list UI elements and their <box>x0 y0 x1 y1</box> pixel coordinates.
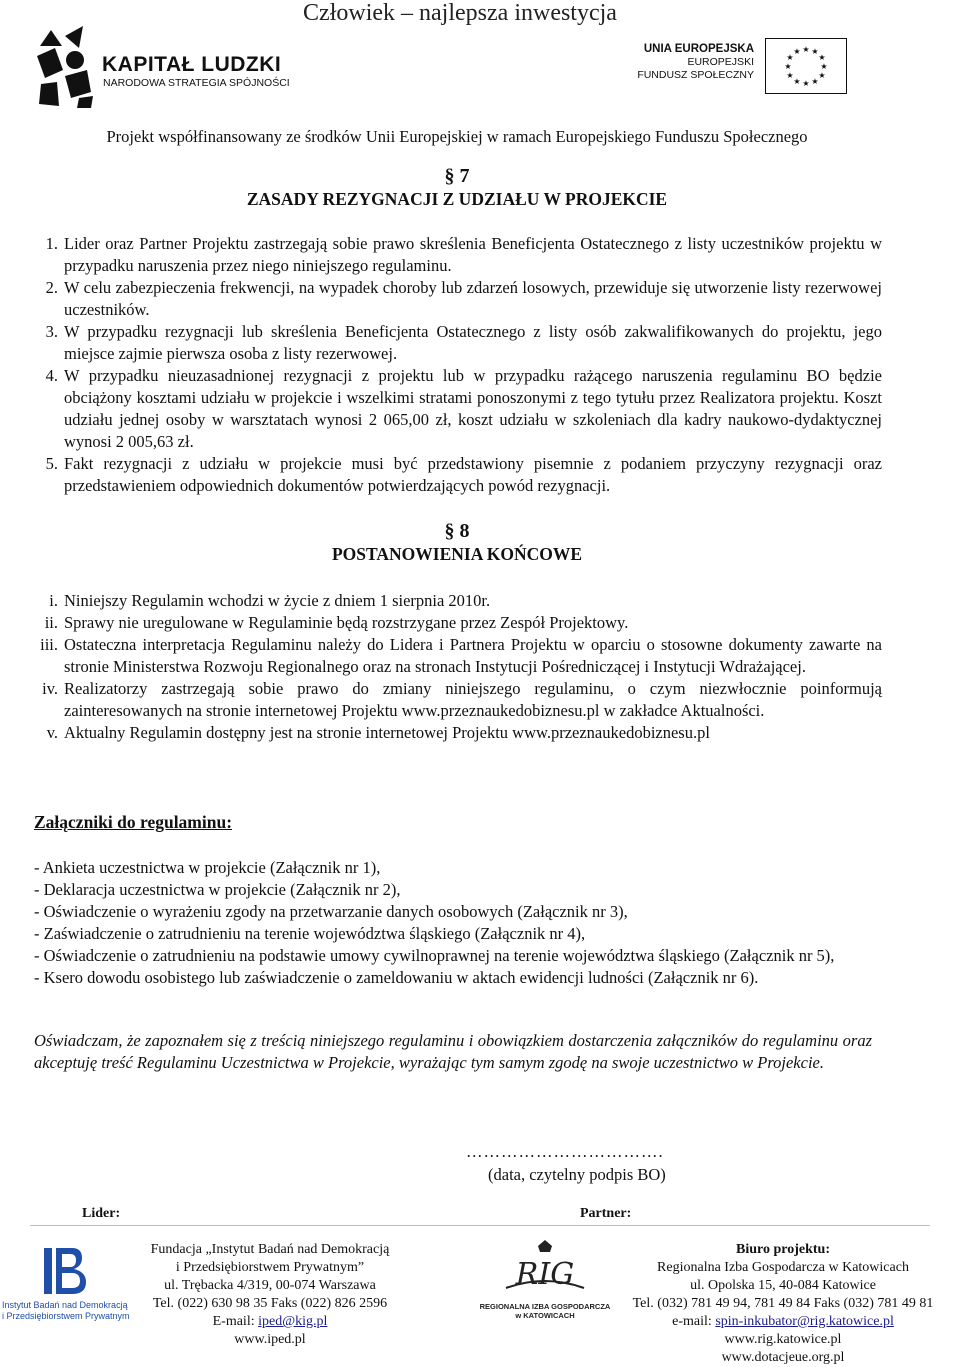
eu-flag-icon <box>765 38 847 94</box>
list-item: 2. W celu zabezpieczenia frekwencji, na wypadek choroby lub zdarzeń losowych, przewiduje się utworzenie listy rezerwowej uczestników. <box>45 278 882 319</box>
footer-divider <box>30 1225 930 1226</box>
list-item: 4. W przypadku nieuzasadnionej rezygnacji z projektu lub w przypadku rażącego naruszenia regulaminu BO będzie obciążony kosztami udziału w projekcie i wszelkimi stratami ponoszonymi z tego tytułu przez Realizatora projektu. Koszt udziału jednej osoby w warsztatach wynosi 2 065,00 zł, koszt udziału w szkoleniach dla kadry naukowo-dydaktycznej wynosi 2 005,63 zł. <box>45 366 882 451</box>
tagline: Człowiek – najlepsza inwestycja <box>303 0 617 26</box>
list-item: v. Aktualny Regulamin dostępny jest na stronie internetowej Projektu www.przeznaukedobiznesu.pl <box>46 723 710 742</box>
list-item: - Zaświadczenie o zatrudnieniu na terenie województwa śląskiego (Załącznik nr 4), <box>34 924 586 943</box>
attachments-list <box>34 857 884 989</box>
eu-label-line3: FUNDUSZ SPOŁECZNY <box>637 69 754 81</box>
office-www-2: www.dotacjeue.org.pl <box>721 1350 845 1365</box>
svg-text:★: ★ <box>818 53 826 62</box>
lider-email-link[interactable]: iped@kig.pl <box>258 1314 328 1329</box>
attachments-heading: Załączniki do regulaminu: <box>34 812 233 832</box>
signature-caption: (data, czytelny podpis BO) <box>488 1165 666 1184</box>
list-item: 1. Lider oraz Partner Projektu zastrzegają sobie prawo skreślenia Beneficjenta Ostatecznego z listy uczestników projektu w przypadku naruszenia przez niego niniejszego regulaminu. <box>45 234 882 275</box>
list-item: - Deklaracja uczestnictwa w projekcie (Załącznik nr 2), <box>34 880 401 899</box>
svg-text:★: ★ <box>786 71 794 80</box>
eu-label-line2: EUROPEJSKI <box>687 56 754 68</box>
list-item: - Oświadczenie o wyrażeniu zgody na przetwarzanie danych osobowych (Załącznik nr 3), <box>34 902 628 921</box>
office-email-link[interactable]: spin-inkubator@rig.katowice.pl <box>715 1314 894 1329</box>
partner-label: Partner: <box>580 1206 632 1221</box>
ib-logo-icon <box>42 1246 88 1296</box>
lider-label: Lider: <box>82 1206 121 1221</box>
svg-text:★: ★ <box>793 77 801 86</box>
signature-line: ……………………………. <box>466 1142 664 1161</box>
svg-text:★: ★ <box>793 47 801 56</box>
rig-logo-text: REGIONALNA IZBA GOSPODARCZA w KATOWICACH <box>479 1302 611 1320</box>
svg-text:★: ★ <box>818 71 826 80</box>
cofinancing-note: Projekt współfinansowany ze środków Unii Europejskiej w ramach Europejskiego Funduszu Społecznego <box>106 127 808 146</box>
lider-contact: Fundacja „Instytut Badań nad Demokracją i Przedsiębiorstwem Prywatnym” ul. Trębacka 4/319, 00-074 Warszawa Tel. (022) 630 98 35 Faks (022) 826 2596 E-mail: iped@kig.pl www.iped.pl <box>120 1241 420 1349</box>
list-item: 3. W przypadku rezygnacji lub skreślenia Beneficjenta Ostatecznego z listy osób zakwalifikowanych do projektu, jego miejsce zajmie pierwsza osoba z listy rezerwowej. <box>45 322 882 363</box>
list-item: i. Niniejszy Regulamin wchodzi w życie z dniem 1 sierpnia 2010r. <box>49 591 491 610</box>
list-item: - Ankieta uczestnictwa w projekcie (Załącznik nr 1), <box>34 858 381 877</box>
office-label: Biuro projektu: <box>736 1242 830 1257</box>
section-7-title: ZASADY REZYGNACJI Z UDZIAŁU W PROJEKCIE <box>246 189 668 209</box>
svg-text:★: ★ <box>820 62 828 71</box>
list-item: 5. Fakt rezygnacji z udziału w projekcie musi być przedstawiony pisemnie z podaniem przyczyny rezygnacji oraz przedstawieniem odpowiednich dokumentów potwierdzających powód rezygnacji. <box>45 454 882 495</box>
svg-text:★: ★ <box>811 77 819 86</box>
kapital-ludzki-subtitle: NARODOWA STRATEGIA SPÓJNOŚCI <box>103 77 290 89</box>
section-8-title: POSTANOWIENIA KOŃCOWE <box>331 544 583 564</box>
list-item: iv. Realizatorzy zastrzegają sobie prawo do zmiany niniejszego regulaminu, o czym niezwłocznie poinformują zainteresowanych na stronie internetowej Projektu www.przeznaukedobiznesu.pl w zakładce Aktualności. <box>42 679 882 720</box>
declaration-text: Oświadczam, że zapoznałem się z treścią niniejszego regulaminu i obowiązkiem dostarczenia załączników do regulaminu oraz akceptuję treść Regulaminu Uczestnictwa w Projekcie, wyrażając tym samym zgodę na swoje uczestnictwo w Projekcie. <box>34 1031 872 1072</box>
svg-text:★: ★ <box>811 47 819 56</box>
office-contact: Biuro projektu: Regionalna Izba Gospodarcza w Katowicach ul. Opolska 15, 40-084 Katowice Tel. (032) 781 49 94, 781 49 84 Faks (032) 781 49 81 e-mail: spin-inkubator@rig.katowice.pl www.rig.katowice.pl www.dotacjeue.org.pl <box>608 1241 958 1367</box>
rig-logo-icon <box>500 1240 590 1300</box>
kapital-ludzki-emblem-icon <box>35 26 95 108</box>
list-item: - Ksero dowodu osobistego lub zaświadczenie o zameldowaniu w aktach ewidencji ludności (Załącznik nr 6). <box>34 968 759 987</box>
kapital-ludzki-title: KAPITAŁ LUDZKI <box>102 53 282 76</box>
eu-label <box>620 43 754 82</box>
svg-text:★: ★ <box>786 53 794 62</box>
svg-text:★: ★ <box>784 62 792 71</box>
section-8-sign: § 8 <box>444 520 470 542</box>
list-item: iii. Ostateczna interpretacja Regulaminu należy do Lidera i Partnera Projektu w oparciu o stosowne dokumenty zawarte na stronie Ministerstwa Rozwoju Regionalnego oraz na stronach Instytucji Pośredniczącej i Instytucji Wdrażającej. <box>40 635 882 676</box>
svg-text:★: ★ <box>802 45 810 54</box>
lider-www: www.iped.pl <box>234 1332 306 1347</box>
section-8-list <box>32 590 882 744</box>
section-7-list <box>32 233 882 497</box>
section-7-sign: § 7 <box>444 165 470 187</box>
ib-logo-text: Instytut Badań nad Demokracją i Przedsiębiorstwem Prywatnym <box>2 1300 130 1321</box>
list-item: - Oświadczenie o zatrudnieniu na podstawie umowy cywilnoprawnej na terenie województwa śląskiego (Załącznik nr 5), <box>34 946 835 965</box>
svg-text:RIG: RIG <box>515 1257 575 1292</box>
eu-label-line1: UNIA EUROPEJSKA <box>643 43 754 55</box>
list-item: ii. Sprawy nie uregulowane w Regulaminie będą rozstrzygane przez Zespół Projektowy. <box>44 613 629 632</box>
office-www: www.rig.katowice.pl <box>724 1332 842 1347</box>
svg-text:★: ★ <box>802 79 810 88</box>
